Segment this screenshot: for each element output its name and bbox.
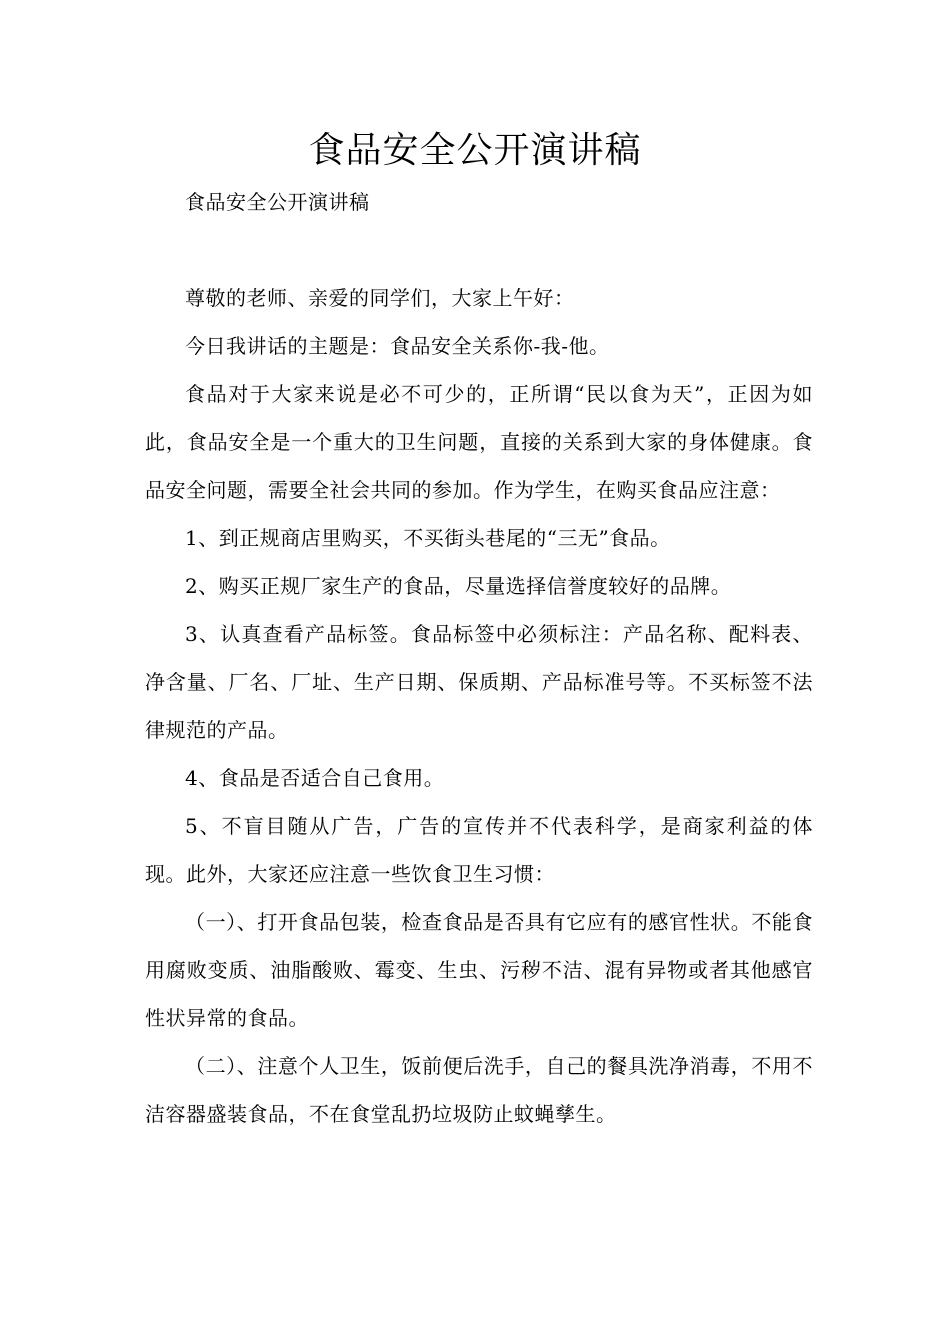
paragraph-item-5: 5、不盲目随从广告，广告的宣传并不代表科学，是商家利益的体现。此外，大家还应注意一些饮食卫生习惯： xyxy=(145,814,813,886)
paragraph-item-3: 3、认真查看产品标签。食品标签中必须标注：产品名称、配料表、净含量、厂名、厂址、生产日期、保质期、产品标准号等。不买标签不法律规范的产品。 xyxy=(145,622,813,742)
paragraph-item-2: 2、购买正规厂家生产的食品，尽量选择信誉度较好的品牌。 xyxy=(185,574,732,598)
paragraph-intro: 食品对于大家来说是必不可少的，正所谓“民以食为天”，正因为如此，食品安全是一个重大的卫生问题，直接的关系到大家的身体健康。食品安全问题，需要全社会共同的参加。作为学生，在购买食品应注意： xyxy=(145,382,813,502)
paragraph-habit-2: （二）、注意个人卫生，饭前便后洗手，自己的餐具洗净消毒，不用不洁容器盛装食品，不在食堂乱扔垃圾防止蚊蝇孳生。 xyxy=(145,1054,813,1126)
document-body xyxy=(145,178,813,1138)
document-title: 食品安全公开演讲稿 xyxy=(308,130,642,171)
paragraph-item-1: 1、到正规商店里购买，不买街头巷尾的“三无”食品。 xyxy=(185,526,671,550)
paragraph-greeting: 尊敬的老师、亲爱的同学们，大家上午好： xyxy=(185,286,575,310)
document-subtitle: 食品安全公开演讲稿 xyxy=(185,190,370,214)
paragraph-topic: 今日我讲话的主题是：食品安全关系你-我-他。 xyxy=(185,334,610,358)
paragraph-habit-1: （一）、打开食品包装，检查食品是否具有它应有的感官性状。不能食用腐败变质、油脂酸败、霉变、生虫、污秽不洁、混有异物或者其他感官性状异常的食品。 xyxy=(145,910,813,1030)
paragraph-item-4: 4、食品是否适合自己食用。 xyxy=(185,766,445,790)
